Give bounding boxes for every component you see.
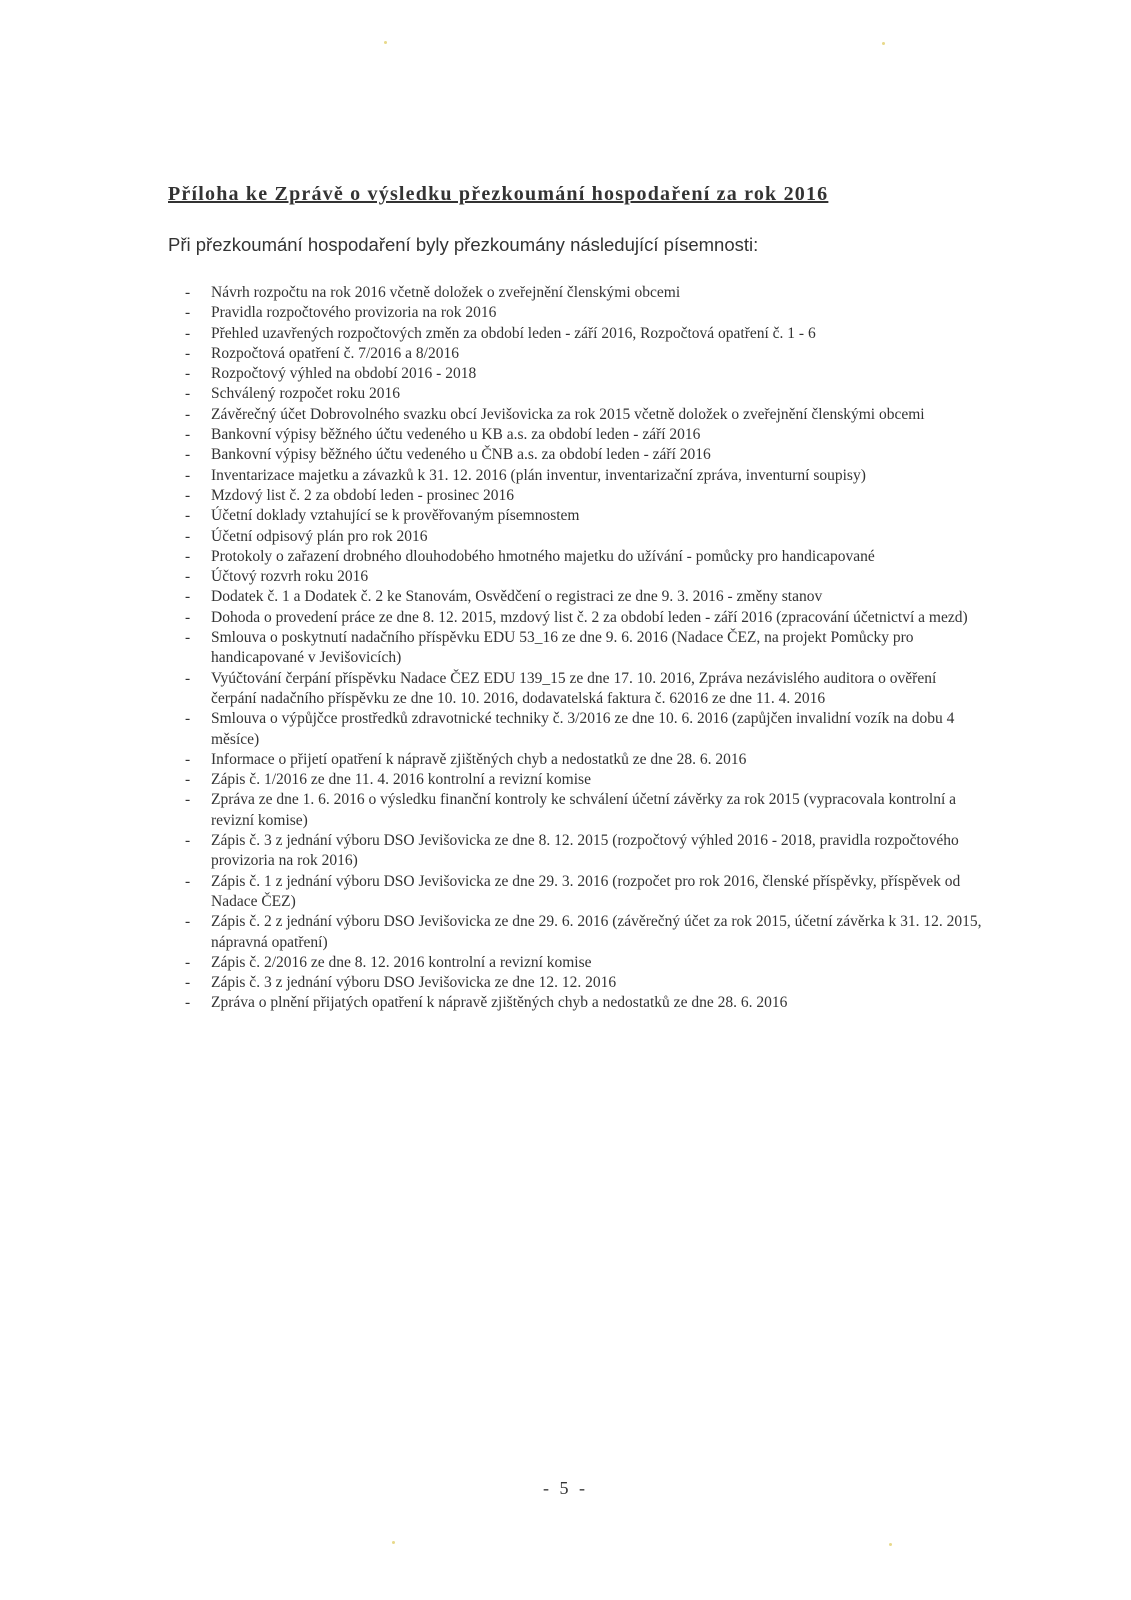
bullet-dash: -	[185, 953, 191, 971]
list-item-text: Zpráva ze dne 1. 6. 2016 o výsledku finanční kontroly ke schválení účetní závěrky za rok 2015 (vypracovala kontrolní a revizní komise)	[211, 791, 957, 829]
list-item	[185, 486, 985, 506]
bullet-dash: -	[185, 669, 191, 687]
list-item	[185, 587, 985, 607]
bullet-dash: -	[185, 568, 191, 586]
list-item-text: Přehled uzavřených rozpočtových změn za období leden - září 2016, Rozpočtová opatření č. 1 - 6	[211, 324, 816, 342]
list-item-text: Zápis č. 2/2016 ze dne 8. 12. 2016 kontrolní a revizní komise	[211, 953, 592, 971]
list-item-text: Vyúčtování čerpání příspěvku Nadace ČEZ EDU 139_15 ze dne 17. 10. 2016, Zpráva nezávislého auditora o ověření čerpání nadačního příspěvku ze dne 10. 10. 2016, dodavatelská faktura č. 62016 ze dne 11. 4. 2016	[211, 669, 937, 707]
list-item-text: Bankovní výpisy běžného účtu vedeného u ČNB a.s. za období leden - září 2016	[211, 446, 711, 464]
list-item	[185, 973, 985, 993]
bullet-dash: -	[185, 324, 191, 342]
list-item	[185, 831, 985, 872]
bullet-dash: -	[185, 486, 191, 504]
bullet-dash: -	[185, 466, 191, 484]
list-item	[185, 527, 985, 547]
list-item-text: Účetní odpisový plán pro rok 2016	[211, 527, 428, 545]
list-item-text: Závěrečný účet Dobrovolného svazku obcí Jevišovicka za rok 2015 včetně doložek o zveřejnění členskými obcemi	[211, 405, 925, 423]
scan-speck	[384, 41, 387, 44]
list-item	[185, 324, 985, 344]
list-item-text: Protokoly o zařazení drobného dlouhodobého hmotného majetku do užívání - pomůcky pro handicapované	[211, 547, 875, 565]
list-item-text: Smlouva o poskytnutí nadačního příspěvku EDU 53_16 ze dne 9. 6. 2016 (Nadace ČEZ, na projekt Pomůcky pro handicapované v Jevišovicích)	[211, 629, 914, 667]
list-item-text: Dodatek č. 1 a Dodatek č. 2 ke Stanovám, Osvědčení o registraci ze dne 9. 3. 2016 - změny stanov	[211, 588, 823, 606]
list-item	[185, 445, 985, 465]
page-number: - 5 -	[543, 1478, 588, 1498]
list-item	[185, 872, 985, 913]
list-item	[185, 953, 985, 973]
bullet-dash: -	[185, 832, 191, 850]
list-item	[185, 790, 985, 831]
bullet-dash: -	[185, 405, 191, 423]
list-item-text: Zápis č. 3 z jednání výboru DSO Jevišovicka ze dne 8. 12. 2015 (rozpočtový výhled 2016 - 2018, pravidla rozpočtového provizoria na rok 2016)	[211, 832, 959, 870]
bullet-dash: -	[185, 791, 191, 809]
bullet-dash: -	[185, 974, 191, 992]
scan-speck	[392, 1541, 395, 1544]
bullet-dash: -	[185, 608, 191, 626]
list-item	[185, 384, 985, 404]
bullet-dash: -	[185, 710, 191, 728]
bullet-dash: -	[185, 284, 191, 301]
bullet-dash: -	[185, 446, 191, 464]
list-item-text: Schválený rozpočet roku 2016	[211, 385, 400, 403]
scan-speck	[882, 42, 885, 45]
list-item	[185, 364, 985, 384]
list-item	[185, 506, 985, 526]
list-item-text: Zápis č. 3 z jednání výboru DSO Jevišovicka ze dne 12. 12. 2016	[211, 974, 617, 992]
document-list	[185, 283, 985, 1014]
list-item-text: Návrh rozpočtu na rok 2016 včetně doložek o zveřejnění členskými obcemi	[211, 284, 681, 301]
list-item	[185, 709, 985, 750]
bullet-dash: -	[185, 547, 191, 565]
list-item	[185, 770, 985, 790]
list-item-text: Zpráva o plnění přijatých opatření k nápravě zjištěných chyb a nedostatků ze dne 28. 6. 2016	[211, 994, 788, 1012]
list-item-text: Účtový rozvrh roku 2016	[211, 568, 369, 586]
list-item	[185, 466, 985, 486]
list-item	[185, 628, 985, 669]
list-item	[185, 608, 985, 628]
list-item	[185, 750, 985, 770]
bullet-dash: -	[185, 344, 191, 362]
list-item	[185, 669, 985, 710]
scan-speck	[889, 1543, 892, 1546]
list-item	[185, 303, 985, 323]
bullet-dash: -	[185, 507, 191, 525]
bullet-dash: -	[185, 750, 191, 768]
bullet-dash: -	[185, 527, 191, 545]
list-item	[185, 912, 985, 953]
list-item	[185, 547, 985, 567]
bullet-dash: -	[185, 629, 191, 647]
bullet-dash: -	[185, 588, 191, 606]
list-item	[185, 283, 985, 303]
list-item-text: Zápis č. 1/2016 ze dne 11. 4. 2016 kontrolní a revizní komise	[211, 771, 591, 789]
bullet-dash: -	[185, 913, 191, 931]
list-item-text: Smlouva o výpůjčce prostředků zdravotnické techniky č. 3/2016 ze dne 10. 6. 2016 (zapůjčen invalidní vozík na dobu 4 měsíce)	[211, 710, 955, 748]
bullet-dash: -	[185, 304, 191, 322]
intro-text: Při přezkoumání hospodaření byly přezkoumány následující písemnosti:	[168, 234, 759, 255]
list-item-text: Bankovní výpisy běžného účtu vedeného u KB a.s. za období leden - září 2016	[211, 426, 701, 444]
list-item-text: Inventarizace majetku a závazků k 31. 12. 2016 (plán inventur, inventarizační zpráva, inventurní soupisy)	[211, 466, 866, 484]
bullet-dash: -	[185, 385, 191, 403]
list-item	[185, 425, 985, 445]
list-item-text: Pravidla rozpočtového provizoria na rok 2016	[211, 304, 497, 322]
list-item-text: Rozpočtová opatření č. 7/2016 a 8/2016	[211, 344, 459, 362]
list-item-text: Účetní doklady vztahující se k prověřovaným písemnostem	[211, 507, 580, 525]
bullet-dash: -	[185, 994, 191, 1012]
list-item	[185, 567, 985, 587]
list-item-text: Dohoda o provedení práce ze dne 8. 12. 2015, mzdový list č. 2 za období leden - září 2016 (zpracování účetnictví a mezd)	[211, 608, 968, 626]
list-item	[185, 993, 985, 1013]
list-item-text: Zápis č. 1 z jednání výboru DSO Jevišovicka ze dne 29. 3. 2016 (rozpočet pro rok 2016, členské příspěvky, příspěvek od Nadace ČEZ)	[211, 872, 961, 910]
list-item-text: Zápis č. 2 z jednání výboru DSO Jevišovicka ze dne 29. 6. 2016 (závěrečný účet za rok 2015, účetní závěrka k 31. 12. 2015, nápravná opatření)	[211, 913, 982, 951]
list-item	[185, 344, 985, 364]
list-item-text: Informace o přijetí opatření k nápravě zjištěných chyb a nedostatků ze dne 28. 6. 2016	[211, 750, 747, 768]
bullet-dash: -	[185, 771, 191, 789]
bullet-dash: -	[185, 426, 191, 444]
bullet-dash: -	[185, 365, 191, 383]
list-item	[185, 405, 985, 425]
list-item-text: Rozpočtový výhled na období 2016 - 2018	[211, 365, 477, 383]
bullet-dash: -	[185, 872, 191, 890]
list-item-text: Mzdový list č. 2 za období leden - prosinec 2016	[211, 486, 515, 504]
document-title: Příloha ke Zprávě o výsledku přezkoumání hospodaření za rok 2016	[168, 183, 829, 205]
